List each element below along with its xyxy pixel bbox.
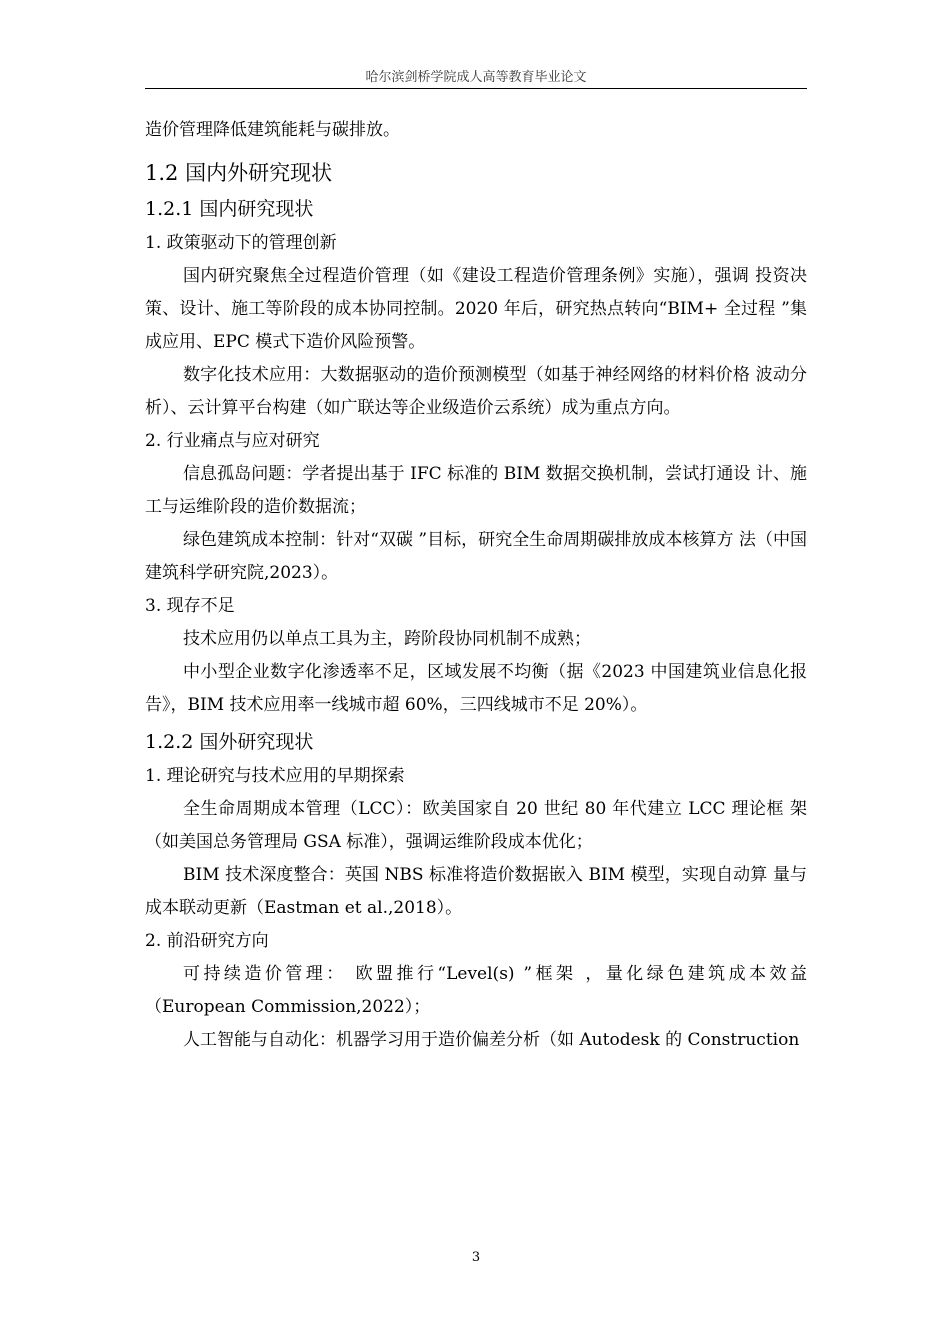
- section-heading-1-2-2: 1.2.2 国外研究现状: [145, 731, 314, 753]
- list-item-title: 3. 现存不足: [145, 596, 235, 616]
- paragraph: 技术应用仍以单点工具为主，跨阶段协同机制不成熟；: [183, 629, 591, 649]
- page-body: [145, 114, 807, 1057]
- running-header: 哈尔滨剑桥学院成人高等教育毕业论文: [365, 70, 587, 85]
- paragraph: 信息孤岛问题：学者提出基于 IFC 标准的 BIM 数据交换机制，尝试打通设 计、施工与运维阶段的造价数据流；: [145, 464, 807, 517]
- section-heading-1-2: 1.2 国内外研究现状: [145, 161, 333, 185]
- paragraph: 人工智能与自动化：机器学习用于造价偏差分析（如 Autodesk 的 Construction: [183, 1030, 800, 1050]
- paragraph: 国内研究聚焦全过程造价管理（如《建设工程造价管理条例》实施），强调 投资决策、设计、施工等阶段的成本协同控制。2020 年后，研究热点转向“BIM+ 全过程 ”集成应用、EPC 模式下造价风险预警。: [145, 266, 807, 352]
- paragraph: 绿色建筑成本控制：针对“双碳 ”目标，研究全生命周期碳排放成本核算方 法（中国建筑科学研究院,2023）。: [145, 530, 807, 583]
- paragraph: BIM 技术深度整合：英国 NBS 标准将造价数据嵌入 BIM 模型，实现自动算 量与成本联动更新（Eastman et al.,2018）。: [145, 865, 807, 918]
- list-item-title: 2. 行业痛点与应对研究: [145, 431, 320, 451]
- paragraph: 中小型企业数字化渗透率不足，区域发展不均衡（据《2023 中国建筑业信息化报告》，BIM 技术应用率一线城市超 60%，三四线城市不足 20%）。: [145, 662, 807, 715]
- section-heading-1-2-1: 1.2.1 国内研究现状: [145, 198, 314, 220]
- list-item-title: 2. 前沿研究方向: [145, 931, 269, 951]
- list-item-title: 1. 理论研究与技术应用的早期探索: [145, 766, 405, 786]
- intro-line: 造价管理降低建筑能耗与碳排放。: [145, 120, 400, 140]
- header-rule: [145, 88, 807, 89]
- paragraph: 数字化技术应用：大数据驱动的造价预测模型（如基于神经网络的材料价格 波动分析）、云计算平台构建（如广联达等企业级造价云系统）成为重点方向。: [145, 365, 807, 418]
- paragraph: 全生命周期成本管理（LCC）：欧美国家自 20 世纪 80 年代建立 LCC 理论框 架（如美国总务管理局 GSA 标准），强调运维阶段成本优化；: [145, 799, 807, 852]
- list-item-title: 1. 政策驱动下的管理创新: [145, 233, 337, 253]
- page-number: 3: [471, 1250, 481, 1265]
- paragraph: 可持续造价管理： 欧盟推行“Level(s) ”框架 ，量化绿色建筑成本效益 （European Commission,2022）；: [145, 964, 807, 1017]
